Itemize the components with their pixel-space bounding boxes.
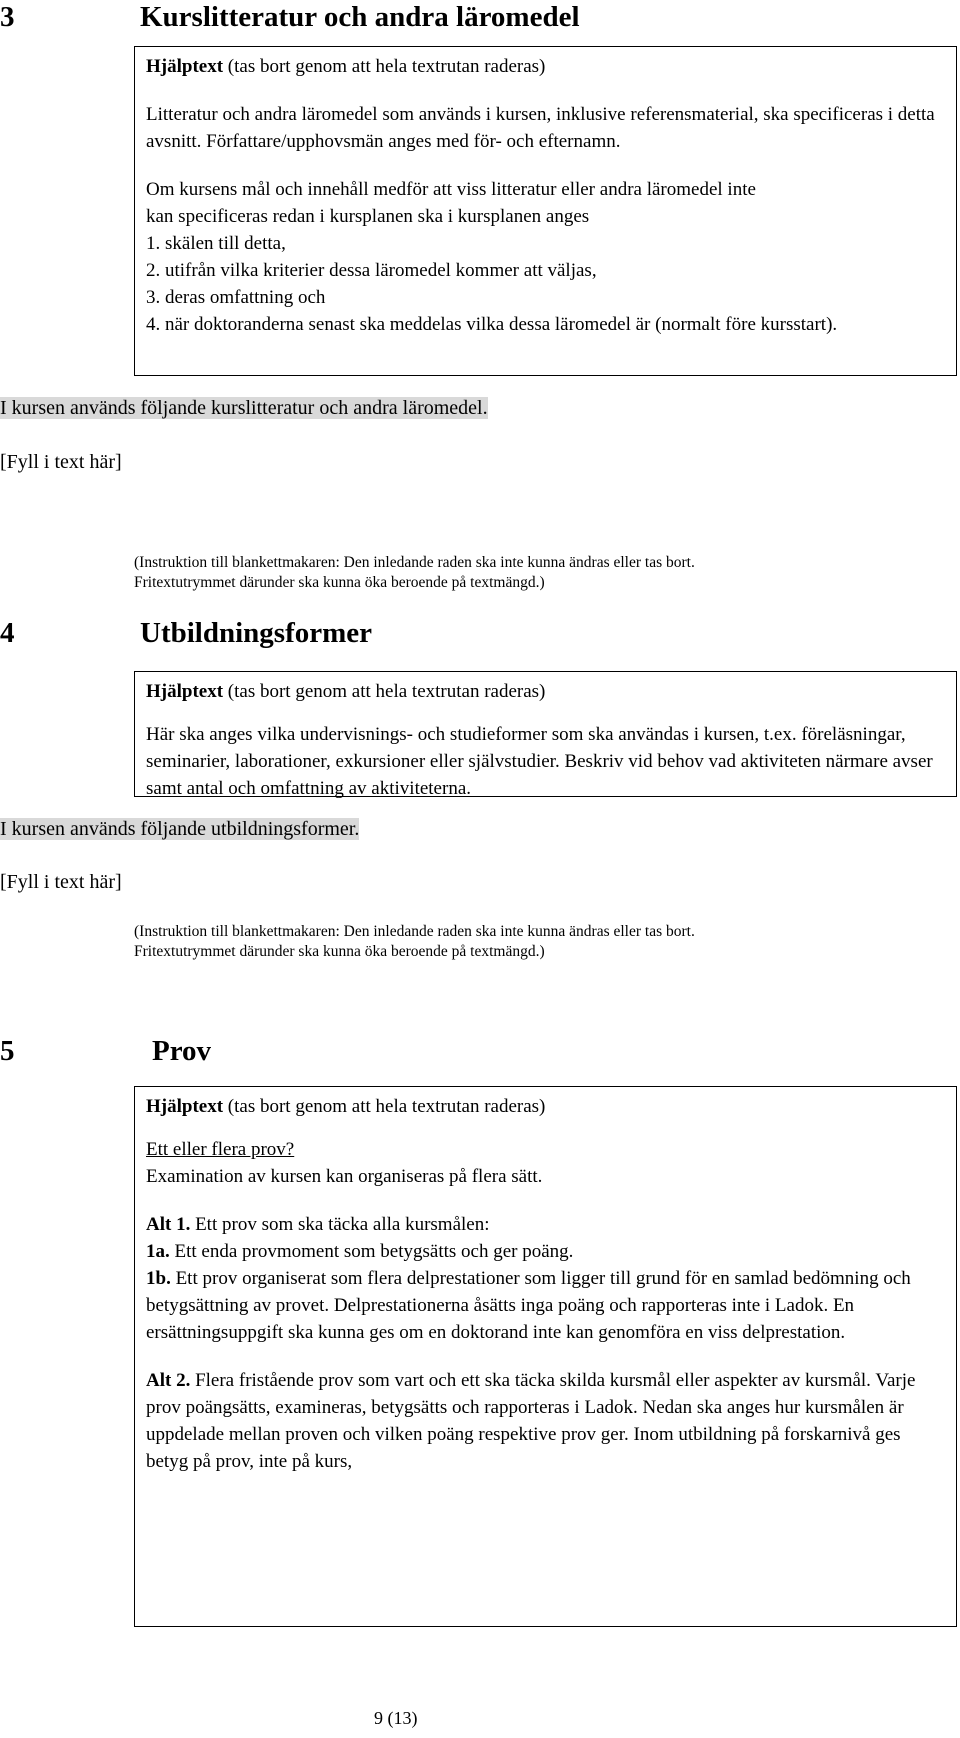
help-textbox[interactable]: [134, 1086, 957, 1627]
help-subheading: Ett eller flera prov?: [146, 1139, 295, 1160]
section-number: 3: [0, 1, 15, 33]
form-maker-instruction: (Instruktion till blankettmakaren: Den inledande raden ska inte kunna ändras eller tas bort.: [134, 923, 695, 940]
alt-2: Alt 2. Flera fristående prov som vart och ett ska täcka skilda kursmål eller aspekter av kursmål. Varje prov poängsätts, examineras, betygsätts och rapporteras i Ladok. Nedan ska anges hur kursmålen är uppdelade mellan proven och vilken poäng respektive prov ger. Inom utbildning på forskarnivå ges betyg på prov, inte på kurs,: [146, 1370, 916, 1472]
help-heading: Hjälptext (tas bort genom att hela textrutan raderas): [146, 1096, 546, 1117]
section-5-heading: [0, 1034, 960, 1068]
section-number: 5: [0, 1035, 15, 1067]
page-number: 9 (13): [374, 1708, 418, 1728]
alt-1: Alt 1. Ett prov som ska täcka alla kursmålen:: [146, 1214, 490, 1235]
alt-1b: 1b. Ett prov organiserat som flera delprestationer som ligger till grund för en samlad bedömning och betygsättning av provet. Delprestationerna åsätts inga poäng och rapporteras inte i Ladok. En ersättningsuppgift ska kunna ges om en doktorand inte kan genomföra en viss delprestation.: [146, 1268, 911, 1343]
help-line: 4. när doktoranderna senast ska meddelas vilka dessa läromedel är (normalt före kursstart).: [146, 314, 838, 335]
help-heading: Hjälptext (tas bort genom att hela textrutan raderas): [146, 56, 546, 77]
section-title: Kurslitteratur och andra läromedel: [140, 1, 580, 33]
fixed-intro-line: I kursen används följande utbildningsformer.: [0, 818, 360, 840]
fill-in-placeholder[interactable]: [Fyll i text här]: [0, 871, 122, 893]
help-line: 1. skälen till detta,: [146, 233, 286, 254]
alt-1a: 1a. Ett enda provmoment som betygsätts och ger poäng.: [146, 1241, 574, 1262]
help-textbox[interactable]: [134, 46, 957, 376]
fill-in-placeholder[interactable]: [Fyll i text här]: [0, 451, 122, 473]
form-maker-instruction: (Instruktion till blankettmakaren: Den inledande raden ska inte kunna ändras eller tas bort.: [134, 554, 695, 571]
form-maker-instruction: Fritextutrymmet därunder ska kunna öka beroende på textmängd.): [134, 574, 545, 591]
section-title: Utbildningsformer: [140, 617, 372, 649]
help-line: Om kursens mål och innehåll medför att viss litteratur eller andra läromedel inte: [146, 179, 756, 200]
help-line: 2. utifrån vilka kriterier dessa läromedel kommer att väljas,: [146, 260, 597, 281]
fixed-intro-line: I kursen används följande kurslitteratur och andra läromedel.: [0, 397, 488, 419]
help-paragraph: Litteratur och andra läromedel som används i kursen, inklusive referensmaterial, ska specificeras i detta avsnitt. Författare/upphovsmän anges med för- och efternamn.: [146, 104, 935, 152]
section-number: 4: [0, 617, 15, 649]
section-4-heading: [0, 616, 960, 650]
section-3-heading: [0, 0, 960, 34]
help-paragraph: Här ska anges vilka undervisnings- och studieformer som ska användas i kursen, t.ex. föreläsningar, seminarier, laborationer, exkursioner eller självstudier. Beskriv vid behov vad aktiviteten närmare avser samt antal och omfattning av aktiviteterna.: [146, 724, 933, 799]
help-heading: Hjälptext (tas bort genom att hela textrutan raderas): [146, 681, 546, 702]
help-textbox[interactable]: [134, 671, 957, 797]
help-line: 3. deras omfattning och: [146, 287, 326, 308]
form-maker-instruction: Fritextutrymmet därunder ska kunna öka beroende på textmängd.): [134, 943, 545, 960]
help-line: kan specificeras redan i kursplanen ska i kursplanen anges: [146, 206, 590, 227]
help-paragraph: Examination av kursen kan organiseras på flera sätt.: [146, 1166, 543, 1187]
section-title: Prov: [152, 1035, 212, 1067]
